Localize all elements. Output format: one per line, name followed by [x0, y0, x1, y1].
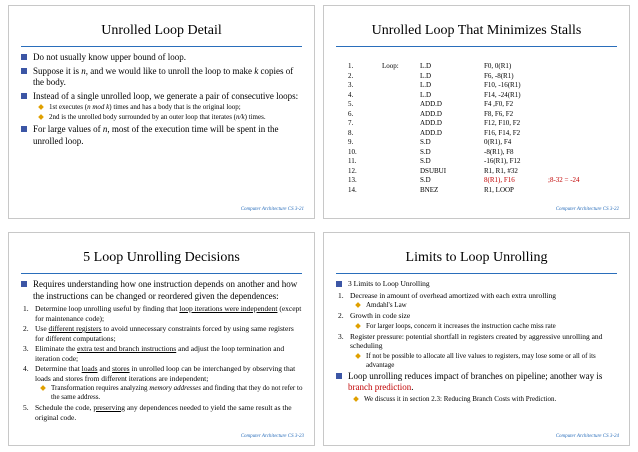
numbered-item: 1. Determine loop unrolling useful by finding that loop iterations were independent (except for maintenance code); [23, 304, 302, 323]
code-args: F6, -8(R1) [484, 71, 514, 80]
code-label [382, 81, 420, 91]
numbered-item: 3. Register pressure: potential shortfall in registers created by aggressive unrolling and scheduling If not be possible to allocate all live values to registers, may lose some or all of its advantage [336, 332, 619, 370]
diamond-bullet-icon [40, 385, 46, 391]
code-line-number: 12. [348, 166, 357, 175]
code-args: R1, LOOP [484, 185, 514, 194]
bullet: For large values of n, most of the execution time will be spent in the unrolled loop. [21, 124, 304, 147]
slide-footer: Computer Architecture CS 3-23 [240, 434, 304, 439]
numbered-item: 5. Schedule the code, preserving any dependences needed to yield the same result as the original code. [23, 403, 292, 422]
slide-limits-to-loop-unrolling [323, 232, 630, 446]
code-args: 0(R1), F4 [484, 138, 512, 146]
code-row [348, 186, 584, 196]
sub-bullet: We discuss it in section 2.3: Reducing Branch Costs with Prediction. [348, 395, 619, 404]
sub-bullet: If not be possible to allocate all live values to registers, may lose some or all of its advantage [350, 352, 619, 370]
slide-footer: Computer Architecture CS 3-24 [555, 434, 619, 439]
code-line-number: 14. [348, 185, 357, 194]
diamond-bullet-icon [38, 114, 44, 120]
code-label [382, 100, 420, 110]
code-row [348, 62, 584, 72]
code-row [348, 157, 584, 167]
code-listing [348, 62, 584, 195]
code-row [348, 100, 584, 110]
code-args: F16, F14, F2 [484, 128, 521, 137]
slide-unrolled-loop-detail [8, 5, 315, 219]
numbered-item: 2. Use different registers to avoid unnecessary constraints forced by using same registers for different computations; [23, 324, 294, 343]
code-args: F10, -16(R1) [484, 81, 521, 89]
slide-title: Limits to Loop Unrolling [405, 250, 548, 265]
bullet: Suppose it is n, and we would like to unroll the loop to make k copies of the body. [21, 66, 304, 89]
code-line-number: 2. [348, 71, 354, 80]
numbered-item: 1. Decrease in amount of overhead amortized with each extra unrolling Amdahl's Law [336, 291, 619, 311]
code-op: S.D [420, 176, 431, 184]
diamond-bullet-icon [38, 104, 44, 110]
code-args: F0, 0(R1) [484, 62, 512, 70]
code-row [348, 129, 584, 139]
sub-bullet: Amdahl's Law [350, 301, 619, 310]
code-args: -8(R1), F8 [484, 147, 514, 156]
code-row [348, 81, 584, 91]
diamond-bullet-icon [355, 353, 361, 359]
code-args: F8, F6, F2 [484, 109, 514, 118]
code-label [382, 176, 420, 186]
code-line-number: 10. [348, 147, 357, 156]
bullet: 3 Limits to Loop Unrolling [336, 279, 619, 289]
diamond-bullet-icon [355, 323, 361, 329]
code-line-number: 7. [348, 119, 354, 127]
code-op: L.D [420, 71, 432, 80]
code-label [382, 72, 420, 82]
numbered-item: 3. Eliminate the extra test and branch instructions and adjust the loop termination and iteration code; [23, 344, 285, 363]
code-row [348, 148, 584, 158]
bullet: Instead of a single unrolled loop, we generate a pair of consecutive loops: 1st executes (n mod k) times and has a body that is the original loop; 2nd is the unrolled body surrounded by an outer loop that iterates (n/k) times. [21, 91, 304, 123]
slide-title: Unrolled Loop Detail [101, 23, 222, 38]
bullet: Do not usually know upper bound of loop. [21, 52, 304, 64]
bullet: Requires understanding how one instruction depends on another and how the instructions can be changed or reordered given the dependences: [21, 279, 304, 302]
slide-title: 5 Loop Unrolling Decisions [83, 250, 240, 265]
code-line-number: 11. [348, 157, 357, 165]
title-divider [336, 273, 617, 274]
code-op: L.D [420, 62, 432, 70]
square-bullet-icon [336, 373, 342, 379]
sub-bullet: Transformation requires analyzing memory addresses and finding that they do not refer to the same address. [35, 384, 304, 402]
square-bullet-icon [336, 281, 342, 287]
code-label [382, 129, 420, 139]
code-args: R1, R1, #32 [484, 166, 518, 175]
code-op: BNEZ [420, 185, 439, 194]
diamond-bullet-icon [353, 396, 359, 402]
code-label [382, 119, 420, 129]
slide-footer: Computer Architecture CS 3-21 [240, 207, 304, 212]
slide-loop-unrolling-decisions [8, 232, 315, 446]
code-row [348, 176, 584, 186]
code-label [382, 91, 420, 101]
code-op: ADD.D [420, 128, 442, 137]
code-op: S.D [420, 157, 431, 165]
code-row [348, 72, 584, 82]
code-op: S.D [420, 138, 431, 146]
code-args: F12, F10, F2 [484, 119, 521, 127]
code-op: S.D [420, 147, 431, 156]
code-op: ADD.D [420, 100, 442, 108]
title-divider [21, 273, 302, 274]
code-line-number: 9. [348, 138, 354, 146]
code-args: F14, -24(R1) [484, 90, 521, 99]
code-op: L.D [420, 81, 432, 89]
sub-bullet: 1st executes (n mod k) times and has a body that is the original loop; [33, 103, 304, 112]
code-args: F4 ,F0, F2 [484, 100, 514, 108]
code-label: Loop: [382, 62, 399, 70]
slide-body [336, 279, 619, 406]
code-line-number: 13. [348, 176, 357, 184]
square-bullet-icon [21, 54, 27, 60]
code-line-number: 4. [348, 90, 354, 99]
code-line-number: 8. [348, 128, 354, 137]
numbered-item: 2. Growth in code size For larger loops, concern it increases the instruction cache miss rate [336, 311, 619, 331]
slide-body [21, 52, 304, 149]
code-args: -16(R1), F12 [484, 157, 521, 165]
square-bullet-icon [21, 281, 27, 287]
code-label [382, 110, 420, 120]
code-label [382, 167, 420, 177]
code-args: 8(R1), F16 [484, 176, 515, 184]
code-line-number: 6. [348, 109, 354, 118]
sub-bullet: 2nd is the unrolled body surrounded by an outer loop that iterates (n/k) times. [33, 113, 304, 122]
slide-footer: Computer Architecture CS 3-22 [555, 207, 619, 212]
code-row [348, 138, 584, 148]
code-row [348, 110, 584, 120]
slide-body [21, 279, 304, 423]
code-line-number: 3. [348, 81, 354, 89]
numbered-item: 4. Determine that loads and stores in unrolled loop can be interchanged by observing that loads and stores from different iterations are independent; Transformation requires analyzing memory addresses and finding that they do not refer to the same address. [23, 364, 303, 401]
code-label [382, 157, 420, 167]
code-row [348, 91, 584, 101]
code-label [382, 148, 420, 158]
square-bullet-icon [21, 93, 27, 99]
code-row [348, 167, 584, 177]
code-annotation: ;8-32 = -24 [548, 176, 580, 184]
code-op: ADD.D [420, 109, 442, 118]
square-bullet-icon [21, 126, 27, 132]
code-label [382, 186, 420, 196]
code-line-number: 1. [348, 62, 354, 70]
bullet: Loop unrolling reduces impact of branches on pipeline; another way is branch prediction. We discuss it in section 2.3: Reducing Branch Costs with Prediction. [336, 371, 619, 404]
sub-bullet: For larger loops, concern it increases the instruction cache miss rate [350, 322, 619, 331]
title-divider [336, 46, 617, 47]
code-row [348, 119, 584, 129]
diamond-bullet-icon [355, 302, 361, 308]
title-divider [21, 46, 302, 47]
code-op: L.D [420, 90, 432, 99]
code-op: DSUBUI [420, 166, 447, 175]
code-label [382, 138, 420, 148]
code-line-number: 5. [348, 100, 354, 108]
code-op: ADD.D [420, 119, 442, 127]
square-bullet-icon [21, 68, 27, 74]
slide-unrolled-loop-minimizes-stalls [323, 5, 630, 219]
slide-title: Unrolled Loop That Minimizes Stalls [371, 23, 582, 38]
